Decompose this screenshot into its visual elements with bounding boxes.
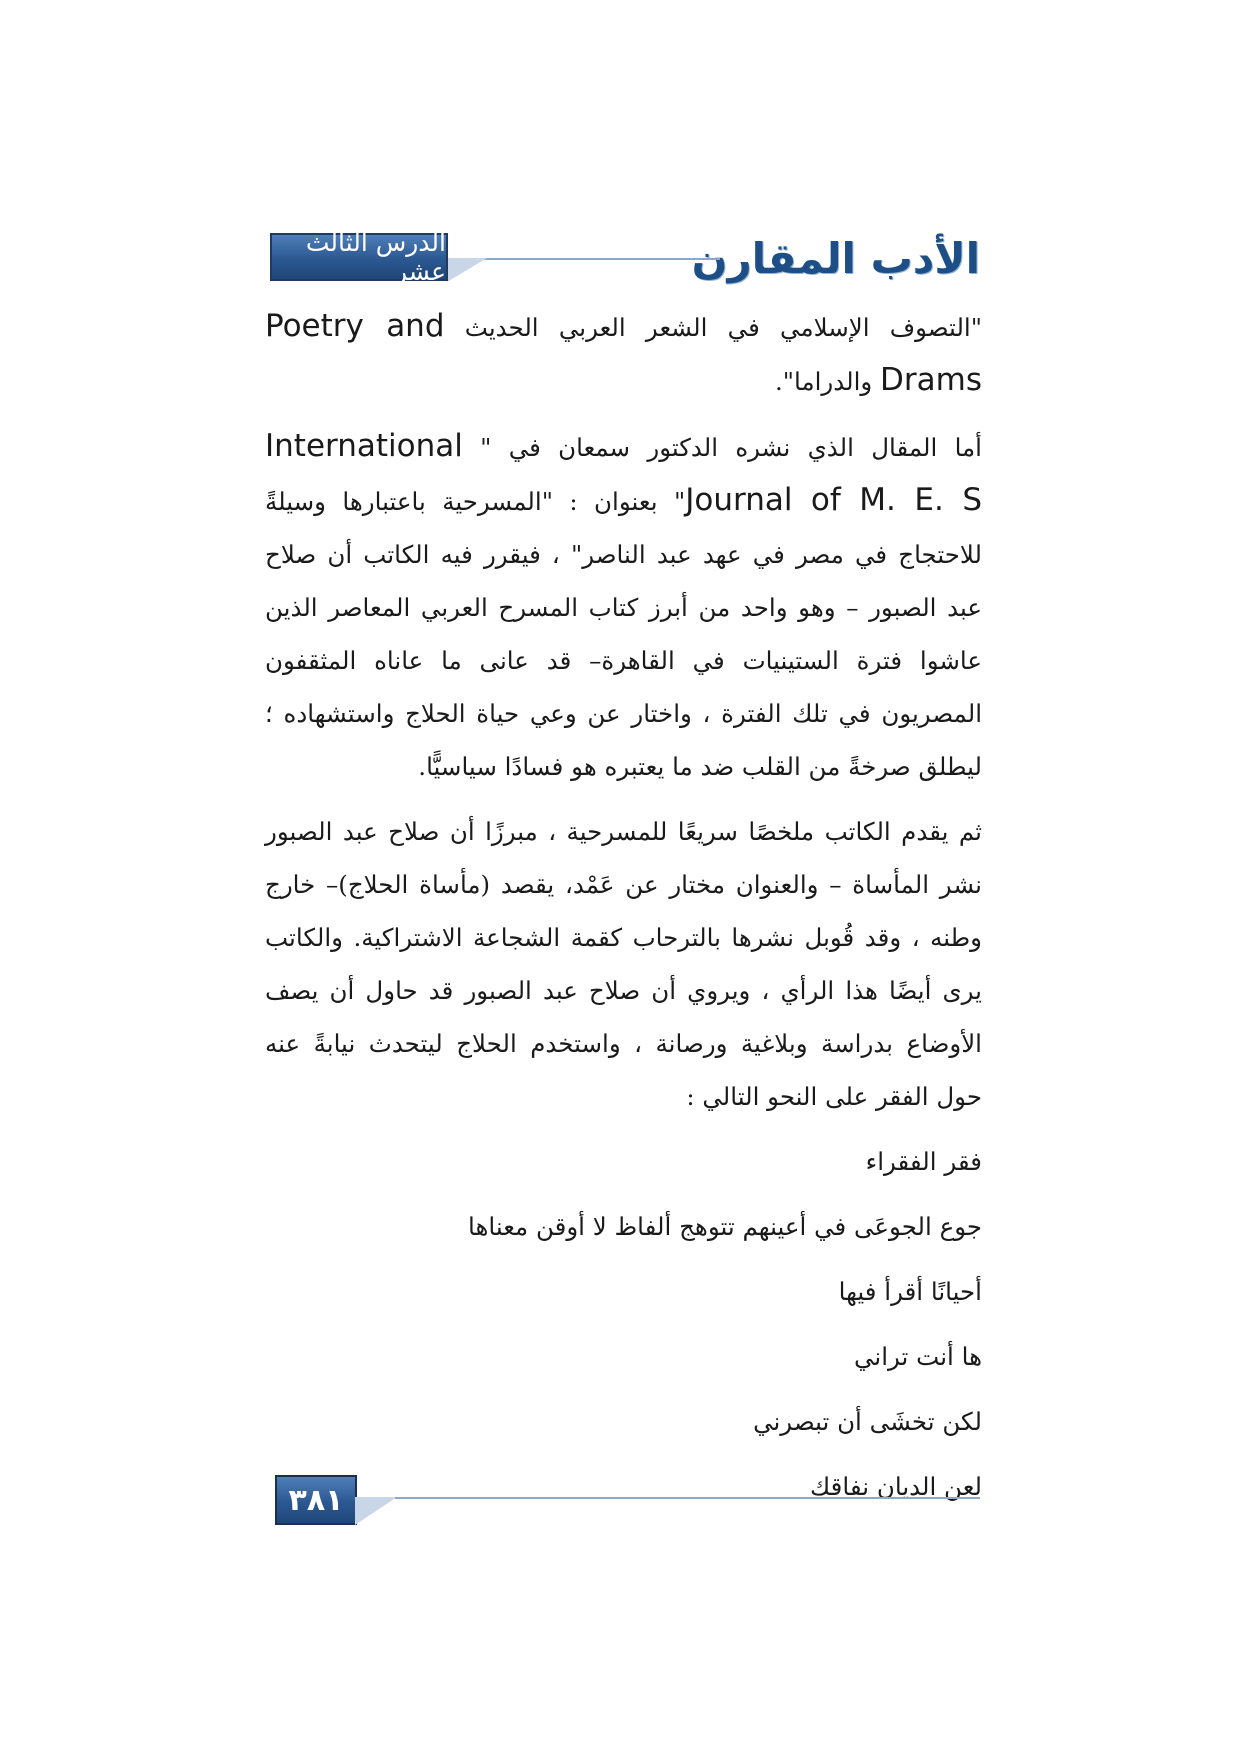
poem-line: جوع الجوعَى في أعينهم تتوهج ألفاظ لا أوقن معناها <box>468 1212 982 1241</box>
lesson-badge: الدرس الثالث عشر <box>270 233 448 281</box>
poem-excerpt <box>265 1129 982 1519</box>
paragraph-1-english-title: Poetry and Drams <box>265 308 982 398</box>
poem-line: أحيانًا أقرأ فيها <box>838 1277 982 1306</box>
book-title: الأدب المقارن <box>691 234 980 283</box>
paragraph-3: ثم يقدم الكاتب ملخصًا سريعًا للمسرحية ، مبرزًا أن صلاح عبد الصبور نشر المأساة – والعنوان مختار عن عَمْد، يقصد (مأساة الحلاج)– خارج وطنه ، وقد قُوبل نشرها بالترحاب كقمة الشجاعة الاشتراكية. والكاتب يرى أيضًا هذا الرأي ، ويروي أن صلاح عبد الصبور قد حاول أن يصف الأوضاع بدراسة وبلاغية ورصانة ، واستخدم الحلاج ليتحدث نيابةً عنه حول الفقر على النحو التالي : <box>265 817 982 1111</box>
poem-line: لكن تخشَى أن تبصرني <box>753 1407 982 1436</box>
header-rule <box>465 258 720 260</box>
paragraph-1-text-a: "التصوف الإسلامي في الشعر العربي الحديث <box>444 313 982 342</box>
paragraph-2-text-a: أما المقال الذي نشره الدكتور سمعان في " <box>462 433 982 462</box>
page-footer <box>275 1475 980 1535</box>
page-body <box>265 300 982 1519</box>
poem-line: ها أنت تراني <box>853 1342 982 1371</box>
footer-rule <box>395 1497 980 1499</box>
paragraph-2-text-b: " بعنوان : "المسرحية باعتبارها وسيلةً للاحتجاج في مصر في عهد عبد الناصر" ، فيقرر فيه الكاتب أن صلاح عبد الصبور – وهو واحد من أبرز كتاب المسرح العربي المعاصر الذين عاشوا فترة الستينيات في القاهرة– قد عانى ما عاناه المثقفون المصريون في تلك الفترة ، واختار عن وعي حياة الحلاج واستشهاده ؛ ليطلق صرخةً من القلب ضد ما يعتبره هو فسادًا سياسيًّا. <box>265 487 982 781</box>
header-triangle-ornament <box>447 258 487 282</box>
paragraph-1 <box>265 300 982 408</box>
footer-triangle-ornament <box>355 1497 397 1525</box>
paragraph-2-journal-name: International Journal of M. E. S <box>265 428 982 518</box>
paragraph-2 <box>265 420 982 793</box>
page-number: ٣٨١ <box>275 1475 357 1525</box>
page-header <box>270 228 980 290</box>
poem-line: لعن الديان نفاقك <box>810 1472 982 1501</box>
paragraph-1-text-b: والدراما". <box>774 367 881 396</box>
poem-line: فقر الفقراء <box>865 1147 982 1176</box>
